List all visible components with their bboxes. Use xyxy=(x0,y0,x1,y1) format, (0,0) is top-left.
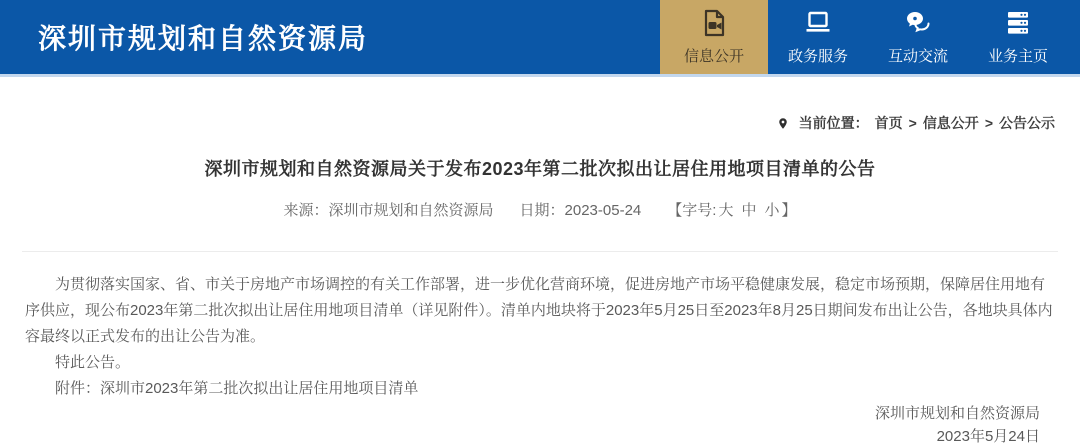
date-value: 2023-05-24 xyxy=(564,202,642,219)
document-video-icon xyxy=(699,8,729,38)
nav-tab-label: 互动交流 xyxy=(887,48,948,65)
breadcrumb-separator: > xyxy=(908,115,917,131)
breadcrumb-separator: > xyxy=(984,115,993,131)
fontsize-large-button[interactable]: 大 xyxy=(718,202,734,219)
source-label: 来源： xyxy=(283,202,329,219)
nav-tab-label: 政务服务 xyxy=(787,48,848,65)
article-closing-line: 特此公告。 xyxy=(55,354,131,371)
content-divider xyxy=(22,251,1058,252)
breadcrumb-item-current: 公告公示 xyxy=(999,115,1055,131)
signature-block xyxy=(0,402,1080,448)
chat-bubbles-icon xyxy=(903,8,933,38)
nav-tab-label: 业务主页 xyxy=(987,48,1048,65)
laptop-icon xyxy=(803,8,833,38)
article-body xyxy=(0,272,1080,402)
fontsize-suffix: 】 xyxy=(781,202,797,219)
breadcrumb-item-home[interactable]: 首页 xyxy=(874,115,903,131)
date-label: 日期： xyxy=(519,202,565,219)
server-stack-icon xyxy=(1003,8,1033,38)
fontsize-small-button[interactable]: 小 xyxy=(764,202,780,219)
nav-tab-business-home[interactable] xyxy=(968,0,1068,74)
attachment-line: 附件：深圳市2023年第二批次拟出让居住用地项目清单 xyxy=(55,380,419,397)
site-title: 深圳市规划和自然资源局 xyxy=(38,23,369,54)
breadcrumb xyxy=(0,113,1080,133)
nav-tab-interaction[interactable] xyxy=(868,0,968,74)
article-paragraph: 为贯彻落实国家、省、市关于房地产市场调控的有关工作部署，进一步优化营商环境，促进房地产市场平稳健康发展，稳定市场预期，保障居住用地有序供应，现公布2023年第二批次拟出让居住用地项目清单（详见附件）。清单内地块将于2023年5月25日至2023年8月25日期间发布出让公告，各地块具体内容最终以正式发布的出让公告为准。 xyxy=(25,276,1053,345)
breadcrumb-label: 当前位置： xyxy=(798,115,869,131)
fontsize-medium-button[interactable]: 中 xyxy=(741,202,757,219)
source-value: 深圳市规划和自然资源局 xyxy=(328,202,494,219)
site-header xyxy=(0,0,1080,77)
signature-date: 2023年5月24日 xyxy=(936,428,1040,445)
fontsize-prefix: 【字号: xyxy=(667,202,717,219)
header-nav xyxy=(660,0,1068,74)
page-title: 深圳市规划和自然资源局关于发布2023年第二批次拟出让居住用地项目清单的公告 xyxy=(204,159,876,179)
nav-tab-info-disclosure[interactable] xyxy=(660,0,768,74)
nav-tab-gov-services[interactable] xyxy=(768,0,868,74)
nav-tab-label: 信息公开 xyxy=(683,48,744,65)
breadcrumb-item-info-disclosure[interactable]: 信息公开 xyxy=(922,115,979,131)
signature-agency: 深圳市规划和自然资源局 xyxy=(874,405,1040,422)
location-pin-icon xyxy=(777,116,789,131)
article-meta xyxy=(0,201,1080,221)
